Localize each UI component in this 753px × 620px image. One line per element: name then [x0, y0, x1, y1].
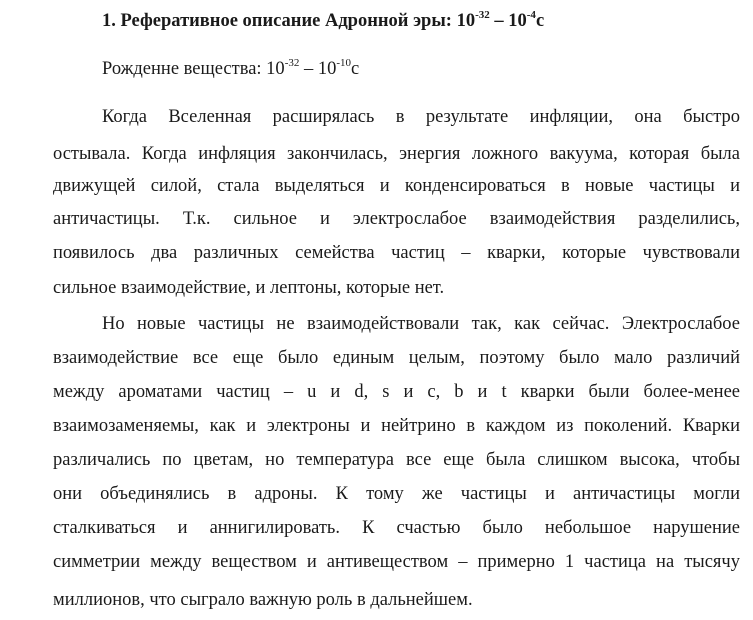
subheading-exponent-start: -32 [284, 56, 300, 69]
paragraph-line: появилось два различных семейства частиц – кварки, которые чувствовали [53, 243, 740, 263]
heading-number: 1. [102, 11, 116, 31]
heading-unit: с [535, 11, 545, 31]
heading-dash: – 10 [489, 11, 527, 31]
paragraph-line: между ароматами частиц – u и d, s и c, b и t кварки были более-менее [53, 382, 740, 402]
paragraph-line: различались по цветам, но температура все еще была слишком высока, чтобы [53, 450, 740, 470]
paragraph-line: симметрии между веществом и антивеществом – примерно 1 частица на тысячу [53, 552, 740, 572]
paragraph-line: взаимодействие все еще было единым целым, поэтому было мало различий [53, 348, 740, 368]
subheading-text: Рожденне вещества: 10 [102, 59, 285, 79]
section-heading [102, 8, 544, 34]
heading-text: Реферативное описание Адронной эры: 10 [120, 11, 476, 31]
heading-exponent-end: -4 [526, 8, 536, 21]
subheading-dash: – 10 [299, 59, 337, 79]
paragraph-line: сильное взаимодействие, и лептоны, которые нет. [53, 278, 445, 298]
paragraph-line: миллионов, что сыграло важную роль в дальнейшем. [53, 590, 473, 610]
subsection-heading [102, 56, 359, 82]
paragraph-line: античастицы. Т.к. сильное и электрослабое взаимодействия разделились, [53, 209, 740, 229]
subheading-unit: с [351, 59, 360, 79]
paragraph-line: Но новые частицы не взаимодействовали так, как сейчас. Электрослабое [102, 314, 740, 334]
paragraph-line: сталкиваться и аннигилировать. К счастью было небольшое нарушение [53, 518, 740, 538]
heading-exponent-start: -32 [475, 8, 490, 21]
paragraph-line: движущей силой, стала выделяться и конденсироваться в новые частицы и [53, 176, 740, 196]
subheading-exponent-end: -10 [336, 56, 352, 69]
paragraph-line: остывала. Когда инфляция закончилась, энергия ложного вакуума, которая была [53, 144, 740, 164]
paragraph-line: Когда Вселенная расширялась в результате инфляции, она быстро [102, 107, 740, 127]
paragraph-line: взаимозаменяемы, как и электроны и нейтрино в каждом из поколений. Кварки [53, 416, 740, 436]
paragraph-line: они объединялись в адроны. К тому же частицы и античастицы могли [53, 484, 740, 504]
